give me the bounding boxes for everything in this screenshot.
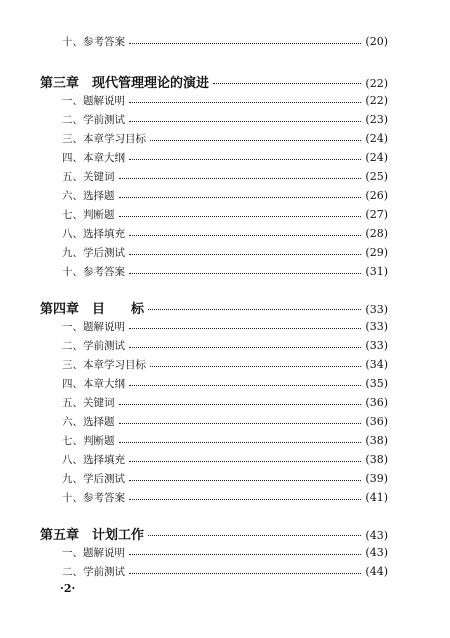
toc-entry-label: 七、判断题	[62, 209, 115, 221]
toc-entry-label: 八、选择填充	[62, 228, 125, 240]
toc-entry-label: 十、参考答案	[62, 36, 125, 48]
toc-entry	[62, 433, 388, 448]
chapter-page: (33)	[365, 303, 388, 316]
dot-leader	[129, 480, 361, 481]
chapter-heading-5	[40, 524, 388, 543]
toc-entry-page: (36)	[365, 415, 388, 428]
toc-entry	[62, 319, 388, 334]
toc-entry-label: 一、题解说明	[62, 547, 125, 559]
toc-entry	[62, 357, 388, 372]
toc-entry-page: (44)	[365, 565, 388, 578]
dot-leader	[213, 83, 361, 84]
toc-entry	[62, 471, 388, 486]
dot-leader	[129, 554, 361, 555]
toc-entry-label: 八、选择填充	[62, 454, 125, 466]
toc-entry-label: 五、关键词	[62, 397, 115, 409]
toc-entry-page: (26)	[365, 189, 388, 202]
toc-entry-label: 六、选择题	[62, 416, 115, 428]
dot-leader	[119, 423, 362, 424]
toc-entry	[62, 376, 388, 391]
toc-entry-page: (22)	[365, 94, 388, 107]
dot-leader	[129, 328, 361, 329]
dot-leader	[129, 385, 361, 386]
dot-leader	[129, 235, 361, 236]
dot-leader	[119, 442, 362, 443]
dot-leader	[119, 404, 362, 405]
dot-leader	[150, 140, 361, 141]
toc-entry-page: (24)	[365, 132, 388, 145]
toc-entry-label: 九、学后测试	[62, 247, 125, 259]
dot-leader	[129, 254, 361, 255]
toc-entry-page: (34)	[365, 358, 388, 371]
toc-entry	[62, 338, 388, 353]
dot-leader	[129, 461, 361, 462]
toc-entry	[62, 452, 388, 467]
toc-entry-page: (24)	[365, 151, 388, 164]
toc-entry	[62, 490, 388, 505]
toc-entry-page: (20)	[365, 35, 388, 48]
chapter-title: 第四章 目 标	[40, 302, 145, 317]
toc-entry-label: 七、判断题	[62, 435, 115, 447]
toc-entry-page: (35)	[365, 377, 388, 390]
toc-entry-label: 四、本章大纲	[62, 152, 125, 164]
toc-entry	[62, 169, 388, 184]
toc-entry	[62, 150, 388, 165]
toc-entry-label: 一、题解说明	[62, 321, 125, 333]
toc-entry	[62, 414, 388, 429]
toc-entry-label: 九、学后测试	[62, 473, 125, 485]
toc-entry-page: (27)	[365, 208, 388, 221]
toc-entry-label: 三、本章学习目标	[62, 359, 146, 371]
toc-entry	[62, 395, 388, 410]
page-number: ·2·	[60, 582, 76, 595]
chapter-heading-4	[40, 298, 388, 317]
toc-entry-label: 一、题解说明	[62, 95, 125, 107]
toc-entry-label: 四、本章大纲	[62, 378, 125, 390]
toc-entry	[62, 545, 388, 560]
chapter-heading-3	[40, 72, 388, 91]
toc-entry-label: 二、学前测试	[62, 566, 125, 578]
toc-entry	[62, 34, 388, 49]
dot-leader	[150, 366, 361, 367]
toc-entry	[62, 188, 388, 203]
dot-leader	[148, 535, 361, 536]
dot-leader	[119, 197, 362, 198]
dot-leader	[119, 216, 362, 217]
toc-entry-page: (33)	[365, 320, 388, 333]
toc-entry-label: 二、学前测试	[62, 340, 125, 352]
dot-leader	[129, 121, 361, 122]
dot-leader	[129, 43, 361, 44]
toc-entry	[62, 245, 388, 260]
toc-entry-page: (31)	[365, 265, 388, 278]
dot-leader	[119, 178, 362, 179]
toc-entry-page: (28)	[365, 227, 388, 240]
chapter-page: (43)	[365, 529, 388, 542]
dot-leader	[129, 273, 361, 274]
toc-entry-page: (41)	[365, 491, 388, 504]
toc-entry-label: 十、参考答案	[62, 492, 125, 504]
toc-entry	[62, 131, 388, 146]
toc-entry-label: 二、学前测试	[62, 114, 125, 126]
toc-entry-page: (43)	[365, 546, 388, 559]
toc-entry-page: (38)	[365, 434, 388, 447]
dot-leader	[129, 573, 361, 574]
toc-entry	[62, 264, 388, 279]
toc-entry-page: (38)	[365, 453, 388, 466]
toc-entry-page: (23)	[365, 113, 388, 126]
toc-entry-page: (39)	[365, 472, 388, 485]
toc-entry-page: (29)	[365, 246, 388, 259]
toc-entry	[62, 93, 388, 108]
dot-leader	[129, 102, 361, 103]
toc-entry	[62, 112, 388, 127]
toc-entry-page: (33)	[365, 339, 388, 352]
chapter-title: 第五章 计划工作	[40, 528, 145, 543]
dot-leader	[129, 159, 361, 160]
toc-entry-label: 十、参考答案	[62, 266, 125, 278]
dot-leader	[129, 347, 361, 348]
toc-entry	[62, 564, 388, 579]
toc-entry-page: (36)	[365, 396, 388, 409]
toc-entry-label: 六、选择题	[62, 190, 115, 202]
toc-entry	[62, 226, 388, 241]
chapter-page: (22)	[365, 77, 388, 90]
toc-entry-label: 三、本章学习目标	[62, 133, 146, 145]
chapter-title: 第三章 现代管理理论的演进	[40, 76, 210, 91]
toc-entry-page: (25)	[365, 170, 388, 183]
dot-leader	[129, 499, 361, 500]
dot-leader	[148, 309, 361, 310]
toc-entry	[62, 207, 388, 222]
toc-entry-label: 五、关键词	[62, 171, 115, 183]
